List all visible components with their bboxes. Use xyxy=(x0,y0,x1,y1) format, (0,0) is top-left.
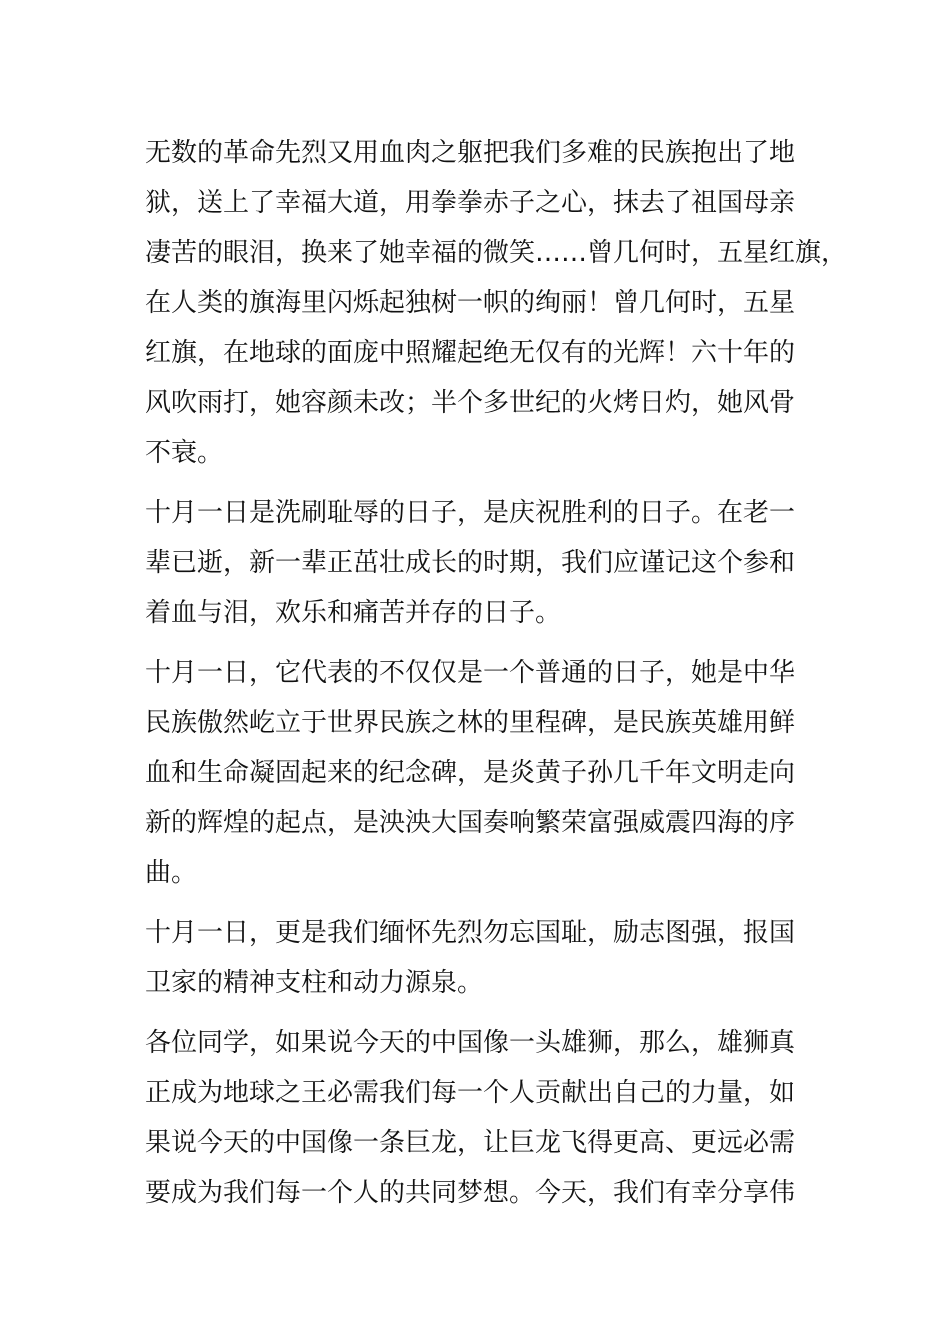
text-line: 各位同学，如果说今天的中国像一头雄狮，那么，雄狮真 xyxy=(145,1028,796,1058)
text-line: 不衰。 xyxy=(145,438,224,468)
text-line: 十月一日是洗刷耻辱的日子，是庆祝胜利的日子。在老一 xyxy=(145,498,796,528)
text-line: 要成为我们每一个人的共同梦想。今天，我们有幸分享伟 xyxy=(145,1178,796,1208)
text-line: 卫家的精神支柱和动力源泉。 xyxy=(145,968,484,998)
paragraph-4 xyxy=(145,908,815,1008)
text-line: 凄苦的眼泪，换来了她幸福的微笑……曾几何时，五星红旗， xyxy=(145,238,848,268)
text-line: 正成为地球之王必需我们每一个人贡献出自己的力量，如 xyxy=(145,1078,796,1108)
text-line: 十月一日，更是我们缅怀先烈勿忘国耻，励志图强，报国 xyxy=(145,918,796,948)
text-line: 辈已逝，新一辈正茁壮成长的时期，我们应谨记这个参和 xyxy=(145,548,796,578)
text-line: 红旗，在地球的面庞中照耀起绝无仅有的光辉！六十年的 xyxy=(145,338,796,368)
paragraph-1 xyxy=(145,128,848,478)
text-line: 着血与泪，欢乐和痛苦并存的日子。 xyxy=(145,598,562,628)
text-line: 无数的革命先烈又用血肉之躯把我们多难的民族抱出了地 xyxy=(145,138,796,168)
text-line: 民族傲然屹立于世界民族之林的里程碑，是民族英雄用鲜 xyxy=(145,708,796,738)
document-body xyxy=(145,128,848,1228)
paragraph-3 xyxy=(145,648,815,898)
text-line: 在人类的旗海里闪烁起独树一帜的绚丽！曾几何时，五星 xyxy=(145,288,796,318)
paragraph-2 xyxy=(145,488,815,638)
text-line: 狱，送上了幸福大道，用拳拳赤子之心，抹去了祖国母亲 xyxy=(145,188,796,218)
text-line: 果说今天的中国像一条巨龙，让巨龙飞得更高、更远必需 xyxy=(145,1128,796,1158)
text-line: 十月一日，它代表的不仅仅是一个普通的日子，她是中华 xyxy=(145,658,796,688)
text-line: 风吹雨打，她容颜未改；半个多世纪的火烤日灼，她风骨 xyxy=(145,388,796,418)
text-line: 新的辉煌的起点，是泱泱大国奏响繁荣富强威震四海的序 xyxy=(145,808,796,838)
paragraph-5 xyxy=(145,1018,815,1218)
text-line: 血和生命凝固起来的纪念碑，是炎黄子孙几千年文明走向 xyxy=(145,758,796,788)
text-line: 曲。 xyxy=(145,858,198,888)
